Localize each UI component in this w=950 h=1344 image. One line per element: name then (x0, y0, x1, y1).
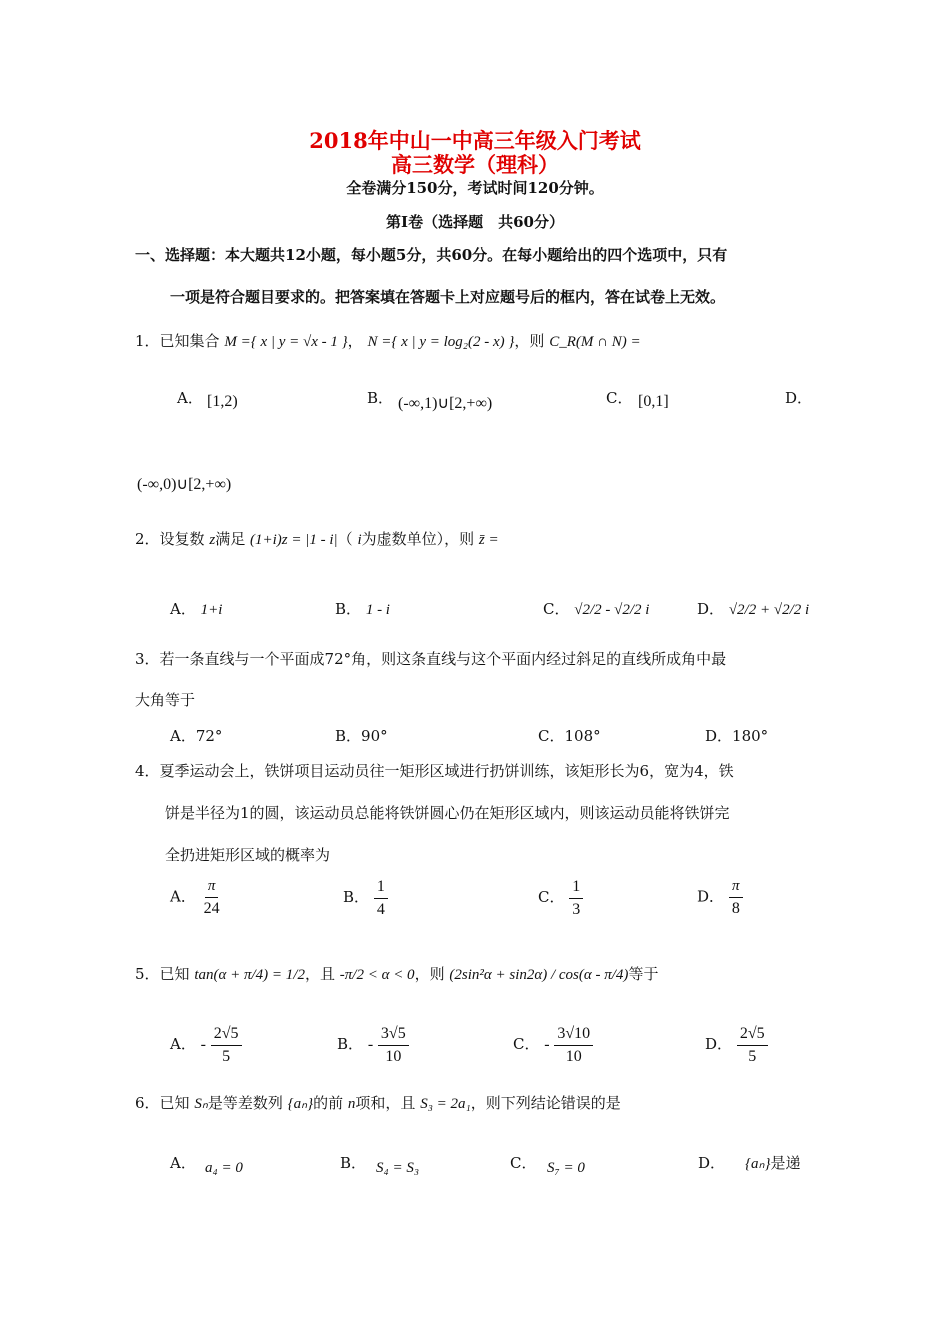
math-expression: (2sin²α + sin2α) / cos(α - π/4) (449, 967, 629, 983)
option-b: B．90° (335, 727, 388, 745)
math-expression: C_R(M ∩ N) = (549, 334, 641, 350)
option-a: A． (177, 389, 203, 407)
option-c: C． √2/2 - √2/2 i (543, 600, 650, 618)
option-b: B． 1 - i (335, 600, 390, 618)
option-b-value: (-∞,1)∪[2,+∞) (398, 395, 493, 412)
math-expression: (1+i)z = |1 - i| (249, 532, 338, 548)
option-a-value: [1,2) (207, 393, 238, 410)
math-expression: -π/2 < α < 0 (339, 967, 415, 983)
exam-info: 全卷满分150分，考试时间120分钟。 (346, 179, 604, 197)
option-d: D． (698, 1154, 726, 1172)
option-a: A．72° (170, 727, 223, 745)
question-3-stem-line-2: 大角等于 (135, 691, 196, 709)
question-6-stem: 6．已知 Sₙ是等差数列 {aₙ}的前 n项和，且 S₃ = 2a₁，则下列结论错误的是 (135, 1094, 621, 1112)
option-c: C． (510, 1154, 537, 1172)
question-4-stem-line-1: 4．夏季运动会上，铁饼项目运动员往一矩形区域进行扔饼训练，该矩形长为6，宽为4，铁 (135, 762, 734, 780)
option-c: C． - $\frac{3√10}{10}$ (513, 1025, 593, 1065)
question-number: 5． (135, 965, 160, 983)
question-4-stem-line-2: 饼是半径为1的圆，该运动员总能将铁饼圆心仍在矩形区域内，则该运动员能将铁饼完 (165, 804, 730, 822)
question-number: 3． (135, 650, 160, 668)
question-1-stem: 1．已知集合 M ={ x | y = √x - 1 }， N ={ x | y = log₂(2 - x) }，则 C_R(M ∩ N) = (135, 332, 641, 350)
option-b: B． (367, 389, 394, 407)
option-d: D． $\frac{2√5}{5}$ (705, 1025, 768, 1065)
exam-title: 2018年中山一中高三年级入门考试 (309, 128, 641, 153)
math-expression: N ={ x | y = log₂(2 - x) } (367, 334, 515, 350)
option-a: A． 1+i (170, 600, 223, 618)
option-d-value: (-∞,0)∪[2,+∞) (137, 476, 232, 493)
option-a: A． (170, 1154, 196, 1172)
option-a: A． $\frac{\pi}{24}$ (170, 878, 220, 917)
option-c-value: S₇ = 0 (547, 1160, 585, 1176)
option-c-value: [0,1] (638, 393, 669, 410)
instruction-line-2: 一项是符合题目要求的。把答案填在答题卡上对应题号后的框内，答在试卷上无效。 (170, 288, 726, 306)
option-d: D． $\frac{\pi}{8}$ (697, 878, 743, 917)
option-d-value: {aₙ}是递 (745, 1154, 801, 1172)
option-c: C．108° (538, 727, 601, 745)
option-b: B． - $\frac{3√5}{10}$ (337, 1025, 409, 1065)
option-c: C． $\frac{1}{3}$ (538, 878, 583, 918)
instruction-line-1: 一、选择题：本大题共12小题，每小题5分，共60分。在每小题给出的四个选项中，只有 (135, 246, 728, 264)
question-3-stem-line-1: 3．若一条直线与一个平面成72°角，则这条直线与这个平面内经过斜足的直线所成角中最 (135, 650, 727, 668)
question-number: 2． (135, 530, 160, 548)
option-d: D． (785, 389, 813, 407)
option-a: A． - $\frac{2√5}{5}$ (170, 1025, 242, 1065)
option-d: D．180° (705, 727, 769, 745)
question-number: 1． (135, 332, 160, 350)
question-2-stem: 2．设复数 z满足 (1+i)z = |1 - i|（ i为虚数单位），则 z̄ = (135, 530, 499, 548)
option-c: C． (606, 389, 633, 407)
math-expression: M ={ x | y = √x - 1 } (224, 334, 348, 350)
option-d: D． √2/2 + √2/2 i (697, 600, 810, 618)
option-b-value: S₄ = S₃ (376, 1160, 420, 1176)
option-b: B． $\frac{1}{4}$ (343, 878, 388, 918)
math-expression: z̄ = (478, 532, 499, 548)
option-b: B． (340, 1154, 367, 1172)
question-4-stem-line-3: 全扔进矩形区域的概率为 (165, 846, 331, 864)
question-number: 4． (135, 762, 160, 780)
math-expression: S₃ = 2a₁ (420, 1096, 471, 1112)
section-heading: 第Ⅰ卷（选择题 共60分） (386, 213, 564, 231)
option-a-value: a₄ = 0 (205, 1160, 243, 1176)
exam-subtitle: 高三数学（理科） (391, 152, 559, 177)
question-number: 6． (135, 1094, 160, 1112)
question-5-stem: 5．已知 tan(α + π/4) = 1/2，且 -π/2 < α < 0，则 (2sin²α + sin2α) / cos(α - π/4)等于 (135, 965, 659, 983)
math-expression: tan(α + π/4) = 1/2 (194, 967, 305, 983)
